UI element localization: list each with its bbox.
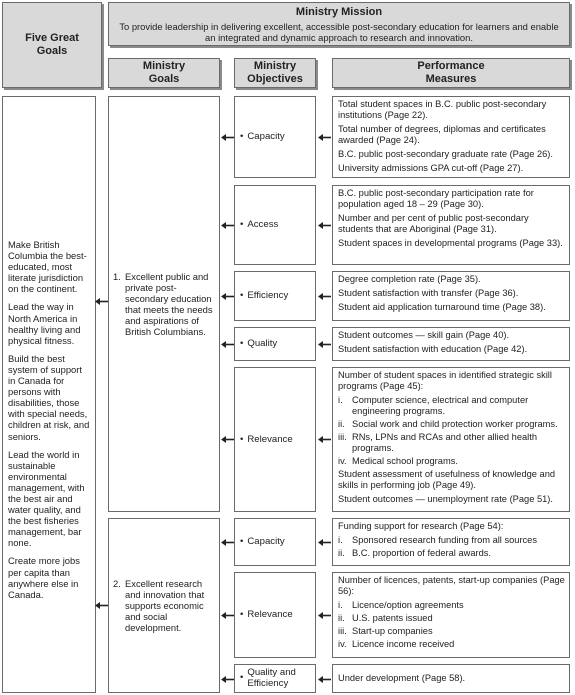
ministry-goals-title: Ministry Goals (142, 60, 186, 85)
measure: Total student spaces in B.C. public post-secondary institutions (Page 22). (338, 99, 547, 120)
measure: University admissions GPA cut-off (Page 27). (338, 162, 524, 173)
measure: Student outcomes — skill gain (Page 40). (338, 330, 510, 340)
mission-title: Ministry Mission (295, 6, 383, 18)
objective-capacity-1 (234, 96, 316, 178)
measure: Number and per cent of public post-secondary students that are Aboriginal (Page 31). (338, 212, 529, 234)
arrow-left-icon (221, 611, 235, 620)
objective-efficiency (234, 271, 316, 321)
arrow-left-icon (221, 340, 235, 349)
great-goal-2: Lead the way in North America in healthy living and physical fitness. (8, 301, 81, 346)
objective-label: Relevance (247, 433, 293, 445)
objective-capacity-2 (234, 518, 316, 566)
bullet-dot: • (240, 219, 244, 231)
great-goal-4: Lead the world in sustainable environmental management, with the best air and water quality, and the best fisheries management, bar none. (8, 448, 85, 549)
measure-sublist (338, 535, 565, 559)
five-great-goals-title: Five Great Goals (25, 32, 79, 57)
ministry-goal-2-text: Excellent research and innovation that supports economic and social development. (125, 577, 205, 634)
measures-capacity-1 (332, 96, 570, 178)
mission-text: To provide leadership in delivering excellent, accessible post-secondary education for learners and enable an integrated and dynamic approach to research and innovation. (119, 20, 559, 44)
ministry-goal-1-text: Excellent public and private post-secondary education that meets the needs and aspirations of British Columbians. (125, 270, 213, 338)
measures-relevance-1 (332, 367, 570, 512)
measure: Number of student spaces in identified strategic skill programs (Page 45): (338, 370, 552, 391)
measure: Number of licences, patents, start-up companies (Page 56): (338, 575, 565, 596)
arrow-left-icon (318, 675, 332, 684)
list-item: iii. Start-up companies (338, 625, 433, 636)
list-item: ii. B.C. proportion of federal awards. (338, 547, 492, 558)
measures-quality-efficiency (332, 664, 570, 693)
performance-measures-title: Performance Measures (417, 60, 485, 85)
objective-label: Access (247, 219, 279, 231)
bullet-dot: • (240, 131, 244, 143)
great-goal-3: Build the best system of support in Canada for persons with disabilities, those with special needs, children at risk, and seniors. (8, 352, 90, 442)
bullet-dot: • (240, 338, 244, 350)
arrow-left-icon (221, 435, 235, 444)
ministry-goals-header (108, 58, 220, 88)
measures-efficiency (332, 271, 570, 321)
measures-access (332, 185, 570, 265)
measure: Funding support for research (Page 54): (338, 521, 504, 531)
measure: Student assessment of usefulness of knowledge and skills in performing job (Page 49). (338, 468, 556, 490)
arrow-left-icon (221, 133, 235, 142)
arrow-left-icon (221, 292, 235, 301)
bullet-dot: • (240, 290, 244, 302)
great-goal-5: Create more jobs per capita than anywhere else in Canada. (8, 555, 80, 600)
arrow-left-icon (318, 435, 332, 444)
bullet-dot: • (240, 536, 244, 548)
five-great-goals-header (2, 2, 102, 88)
objective-label: Capacity (247, 131, 285, 143)
measure-sublist (338, 600, 565, 650)
bullet-dot: • (240, 672, 244, 684)
list-item: iv. Licence income received (338, 638, 455, 649)
measure: B.C. public post-secondary graduate rate (Page 26). (338, 148, 553, 159)
ministry-goal-1-box (108, 96, 220, 512)
objective-label: Relevance (247, 609, 293, 621)
ministry-objectives-header (234, 58, 316, 88)
ministry-goal-2-number: 2. (113, 577, 121, 589)
ministry-objectives-title: Ministry Objectives (247, 60, 303, 85)
objective-access (234, 185, 316, 265)
ministry-mission-header (108, 2, 570, 46)
measure: Degree completion rate (Page 35). (338, 274, 481, 284)
measure: Total number of degrees, diplomas and certificates awarded (Page 24). (338, 123, 546, 145)
five-great-goals-box (2, 96, 96, 693)
bullet-dot: • (240, 609, 244, 621)
arrow-left-icon (318, 611, 332, 620)
objective-label: Capacity (247, 536, 285, 548)
ministry-goal-1-number: 1. (113, 270, 121, 282)
arrow-left-icon (318, 292, 332, 301)
measures-relevance-2 (332, 572, 570, 658)
list-item: ii. Social work and child protection worker programs. (338, 418, 558, 429)
arrow-left-icon (318, 340, 332, 349)
measure: Student satisfaction with transfer (Page 36). (338, 287, 519, 298)
measure-sublist (338, 395, 565, 467)
ministry-goal-2-box (108, 518, 220, 693)
arrow-left-icon (221, 221, 235, 230)
arrow-left-icon (318, 538, 332, 547)
performance-measures-header (332, 58, 570, 88)
bullet-dot: • (240, 433, 244, 445)
arrow-left-icon (221, 675, 235, 684)
measures-capacity-2 (332, 518, 570, 566)
arrow-left-icon (95, 601, 109, 610)
measure: Under development (Page 58). (338, 673, 466, 684)
measure: Student aid application turnaround time (Page 38). (338, 301, 546, 312)
list-item: i. Computer science, electrical and computer engineering programs. (338, 394, 529, 416)
objective-label: Efficiency (247, 290, 289, 302)
list-item: i. Licence/option agreements (338, 599, 464, 610)
measure: B.C. public post-secondary participation rate for population aged 18 – 29 (Page 30). (338, 188, 534, 209)
arrow-left-icon (95, 297, 109, 306)
objective-relevance-1 (234, 367, 316, 512)
arrow-left-icon (318, 221, 332, 230)
measure: Student outcomes — unemployment rate (Page 51). (338, 493, 553, 504)
arrow-left-icon (221, 538, 235, 547)
measures-quality (332, 327, 570, 361)
measure: Student satisfaction with education (Page 42). (338, 343, 528, 354)
objective-label: Quality (247, 338, 278, 350)
objective-label: Quality and Efficiency (247, 666, 296, 689)
list-item: iii. RNs, LPNs and RCAs and other allied health programs. (338, 431, 538, 453)
measure: Student spaces in developmental programs (Page 33). (338, 237, 563, 248)
list-item: ii. U.S. patents issued (338, 612, 433, 623)
objective-quality-efficiency (234, 664, 316, 693)
great-goal-1: Make British Columbia the best-educated, most literate jurisdiction on the continent. (8, 239, 87, 295)
objective-quality (234, 327, 316, 361)
objective-relevance-2 (234, 572, 316, 658)
list-item: iv. Medical school programs. (338, 455, 458, 466)
list-item: i. Sponsored research funding from all sources (338, 534, 538, 545)
arrow-left-icon (318, 133, 332, 142)
